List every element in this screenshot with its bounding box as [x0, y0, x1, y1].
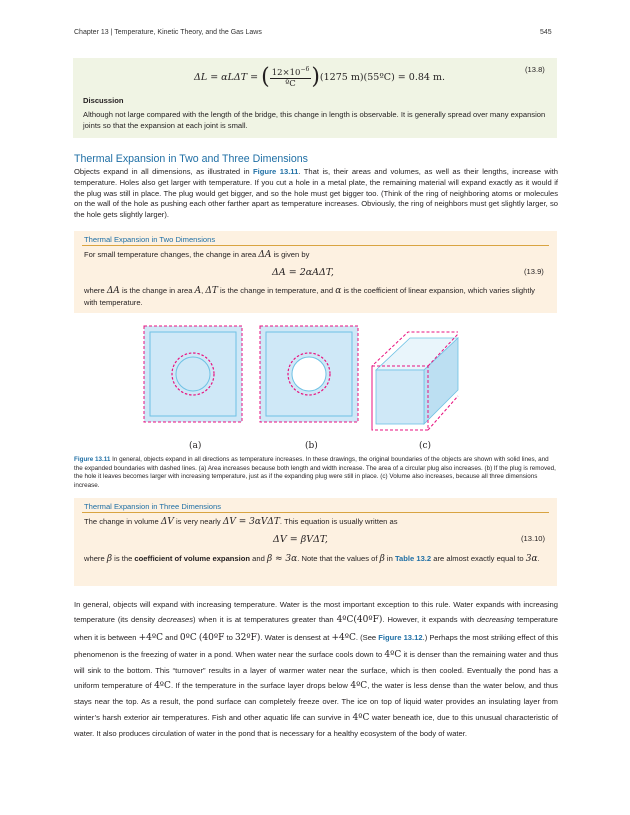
water-s1: In general, objects will expand with increasing temperature. Water is the most important exception to this rule. Water expands with increasing temperature (its density	[74, 600, 558, 625]
equation-number-13-8: (13.8)	[525, 65, 545, 74]
sym-beta: β	[106, 554, 113, 564]
page-number: 545	[540, 29, 552, 36]
chapter-title: Temperature, Kinetic Theory, and the Gas Laws	[114, 29, 262, 36]
panel-b-original-hole	[292, 357, 326, 391]
intro-text-b: . That is, their areas and volumes, as well as their lengths, increase with temperature. Holes also get larger with temperature. If you cut a hole in a metal plate, the remaining material will expand exactly as it would if the plug was still in place. The plug would get bigger, and so the hole must get bigger too. (Think of the ring of neighboring atoms or molecules on the wall of the hole as pushing each other farther apart as temperature increases. Obviously, the ring of neighbors must get slightly larger, so the hole gets slightly larger).	[74, 167, 558, 220]
three-alpha: 3α	[525, 554, 538, 564]
fraction-denominator: ºC	[285, 79, 296, 90]
where-4: is the change in temperature, and	[219, 286, 334, 295]
where3-5: in	[386, 554, 393, 563]
panel-b-plate-with-hole	[260, 326, 358, 422]
water-s3: and	[163, 632, 180, 642]
equation-13-9: ΔA = 2αAΔT,	[272, 267, 334, 278]
open-paren: (	[261, 64, 270, 90]
three-d-intro-c: . This equation is usually written as	[279, 517, 398, 526]
discussion-heading: Discussion	[83, 96, 124, 105]
water-s8: . If the temperature in the surface layer drops below	[170, 681, 351, 691]
where3-1: where	[84, 554, 105, 563]
temp-plus-4c: +4ºC	[138, 632, 164, 643]
fraction-num-text: 12×10	[271, 67, 301, 78]
sym-beta-2: β	[379, 554, 385, 564]
water-s2: . However, it expands with	[382, 615, 477, 625]
where3-3: and	[252, 554, 265, 563]
title-rule-3d	[82, 512, 549, 513]
where-1: where	[84, 286, 105, 295]
figure-13-12-link[interactable]: Figure 13.12	[378, 632, 423, 642]
fraction-exponent: −6	[300, 66, 310, 73]
three-dimensions-box	[74, 498, 557, 586]
temp-0c: 0ºC	[179, 632, 197, 643]
beta-approx-3alpha: β ≈ 3α	[266, 554, 298, 564]
caption-label: Figure 13.11	[74, 456, 111, 463]
where-3: ,	[201, 286, 204, 295]
example-solution-box	[73, 58, 557, 138]
equation-number-13-9: (13.9)	[524, 267, 544, 276]
figure-label-b: (b)	[305, 441, 318, 451]
water-em-decreases: decreases	[158, 615, 194, 625]
equation-number-13-10: (13.10)	[521, 534, 546, 543]
water-s5: . (See	[355, 632, 379, 642]
sym-delta-a: ΔA	[106, 286, 120, 296]
two-d-intro-a: For small temperature changes, the change in area	[84, 250, 257, 259]
temp-plus-4c-densest: +4ºC	[331, 632, 356, 643]
temp-4c-a: 4ºC	[384, 649, 402, 660]
sym-a: A	[194, 286, 202, 296]
close-paren: )	[311, 64, 320, 90]
temp-4c-b: 4ºC	[154, 681, 171, 692]
water-s6: .) Perhaps the most striking effect of this phenomenon is the freezing of water in a pond. When water near the surface cools down to	[74, 632, 558, 659]
water-paragraph	[74, 598, 558, 741]
equation-13-10: ΔV = βVΔT,	[273, 534, 328, 545]
two-d-intro-b: is given by	[273, 250, 310, 259]
water-s2b: temperature when it is between	[74, 615, 558, 642]
intro-paragraph	[74, 167, 558, 221]
figure-label-a: (a)	[189, 441, 202, 451]
where3-2: is the	[114, 554, 133, 563]
where3-7: .	[537, 554, 540, 563]
cube-front-face	[376, 370, 424, 424]
panel-c-cube	[372, 332, 458, 430]
panel-a-plate-with-plug	[144, 326, 242, 422]
equation-13-8	[194, 66, 445, 89]
two-d-where	[84, 285, 550, 309]
intro-text-a: Objects expand in all dimensions, as illustrated in	[74, 167, 254, 176]
figure-13-11-link[interactable]: Figure 13.11	[253, 167, 299, 176]
equation-rhs: (1275 m)(55ºC) = 0.84 m.	[319, 72, 445, 84]
delta-v-symbol: ΔV	[160, 517, 174, 527]
running-header	[74, 28, 262, 38]
equation-lhs: ΔL = αLΔT =	[194, 72, 259, 84]
two-dimensions-box	[74, 231, 557, 313]
discussion-text: Although not large compared with the length of the bridge, this change in length is observable. It is generally spread over many expansion joints so that the expansion at each joint is small.	[83, 110, 546, 130]
figure-13-11-illustration	[140, 322, 460, 452]
where3-4: . Note that the values of	[297, 554, 378, 563]
section-title: Thermal Expansion in Two and Three Dimensions	[74, 153, 308, 165]
temp-40f: (40ºF	[198, 632, 225, 643]
water-s3b: to	[224, 632, 235, 642]
sym-delta-t: ΔT	[205, 286, 218, 296]
three-d-intro	[84, 516, 398, 529]
two-d-intro	[84, 249, 309, 262]
water-s7: it is denser than the remaining water and thus will sink to the bottom. This “turnover” results in a layer of warmer water near the surface, which is then cooled. Eventually the pond has a uniform temperature of	[74, 649, 558, 691]
coefficient-of-volume-expansion-term: coefficient of volume expansion	[134, 554, 251, 563]
water-em-decreasing: decreasing	[476, 615, 515, 625]
table-13-2-link[interactable]: Table 13.2	[394, 554, 432, 563]
three-dimensions-title: Thermal Expansion in Three Dimensions	[84, 502, 222, 511]
temp-4c-40f: 4ºC(40ºF)	[336, 615, 383, 626]
two-dimensions-title: Thermal Expansion in Two Dimensions	[84, 235, 216, 244]
where-5: is the coefficient of linear expansion, which varies slightly with temperature.	[84, 286, 535, 307]
water-s1b: ) when it is at temperatures greater than	[193, 615, 337, 625]
temp-32f: 32ºF)	[234, 632, 261, 643]
figure-13-11-caption	[74, 456, 558, 490]
chapter-prefix: Chapter 13 |	[74, 29, 115, 36]
water-s10: water beneath ice, due to this unusual characteristic of water. It also produces circulation of water in the pond that is necessary for a healthy ecosystem of the body of water.	[74, 712, 558, 738]
three-alpha-approx-equation: ΔV = 3αVΔT	[222, 517, 280, 527]
water-s4: . Water is densest at	[260, 632, 332, 642]
where3-6: are almost exactly equal to	[433, 554, 524, 563]
coefficient-fraction	[270, 66, 312, 89]
temp-4c-d: 4ºC	[352, 712, 370, 723]
water-s9: , the water is less dense than the water below, and thus stays near the top. As a result, the pond surface can completely freeze over. The ice on top of liquid water provides an insulating layer from winter’s harsh exterior air temperatures. Fish and other aquatic life can survive in	[74, 681, 558, 722]
panel-a-original-plug	[176, 357, 210, 391]
three-d-where	[84, 551, 550, 568]
three-d-intro-b: is very nearly	[175, 517, 221, 526]
sym-alpha: α	[335, 286, 342, 296]
section-heading	[74, 152, 308, 167]
temp-4c-c: 4ºC	[350, 681, 368, 692]
title-rule	[82, 245, 549, 246]
fraction-numerator	[270, 66, 312, 79]
three-d-intro-a: The change in volume	[84, 517, 159, 526]
where-2: is the change in area	[121, 286, 193, 295]
caption-text: In general, objects expand in all directions as temperature increases. In these drawings, the original boundaries of the objects are shown with solid lines, and the expanded boundaries with dashed lines. (a) Area increases because both length and width increase. The area of a circular plug also increases. (b) If the plug is removed, the hole it leaves becomes larger with increasing temperature, just as if the expanding plug were still in place. (c) Volume also increases, because all three dimensions increase.	[74, 456, 556, 489]
delta-a-symbol: ΔA	[258, 250, 272, 260]
figure-label-c: (c)	[419, 441, 432, 451]
